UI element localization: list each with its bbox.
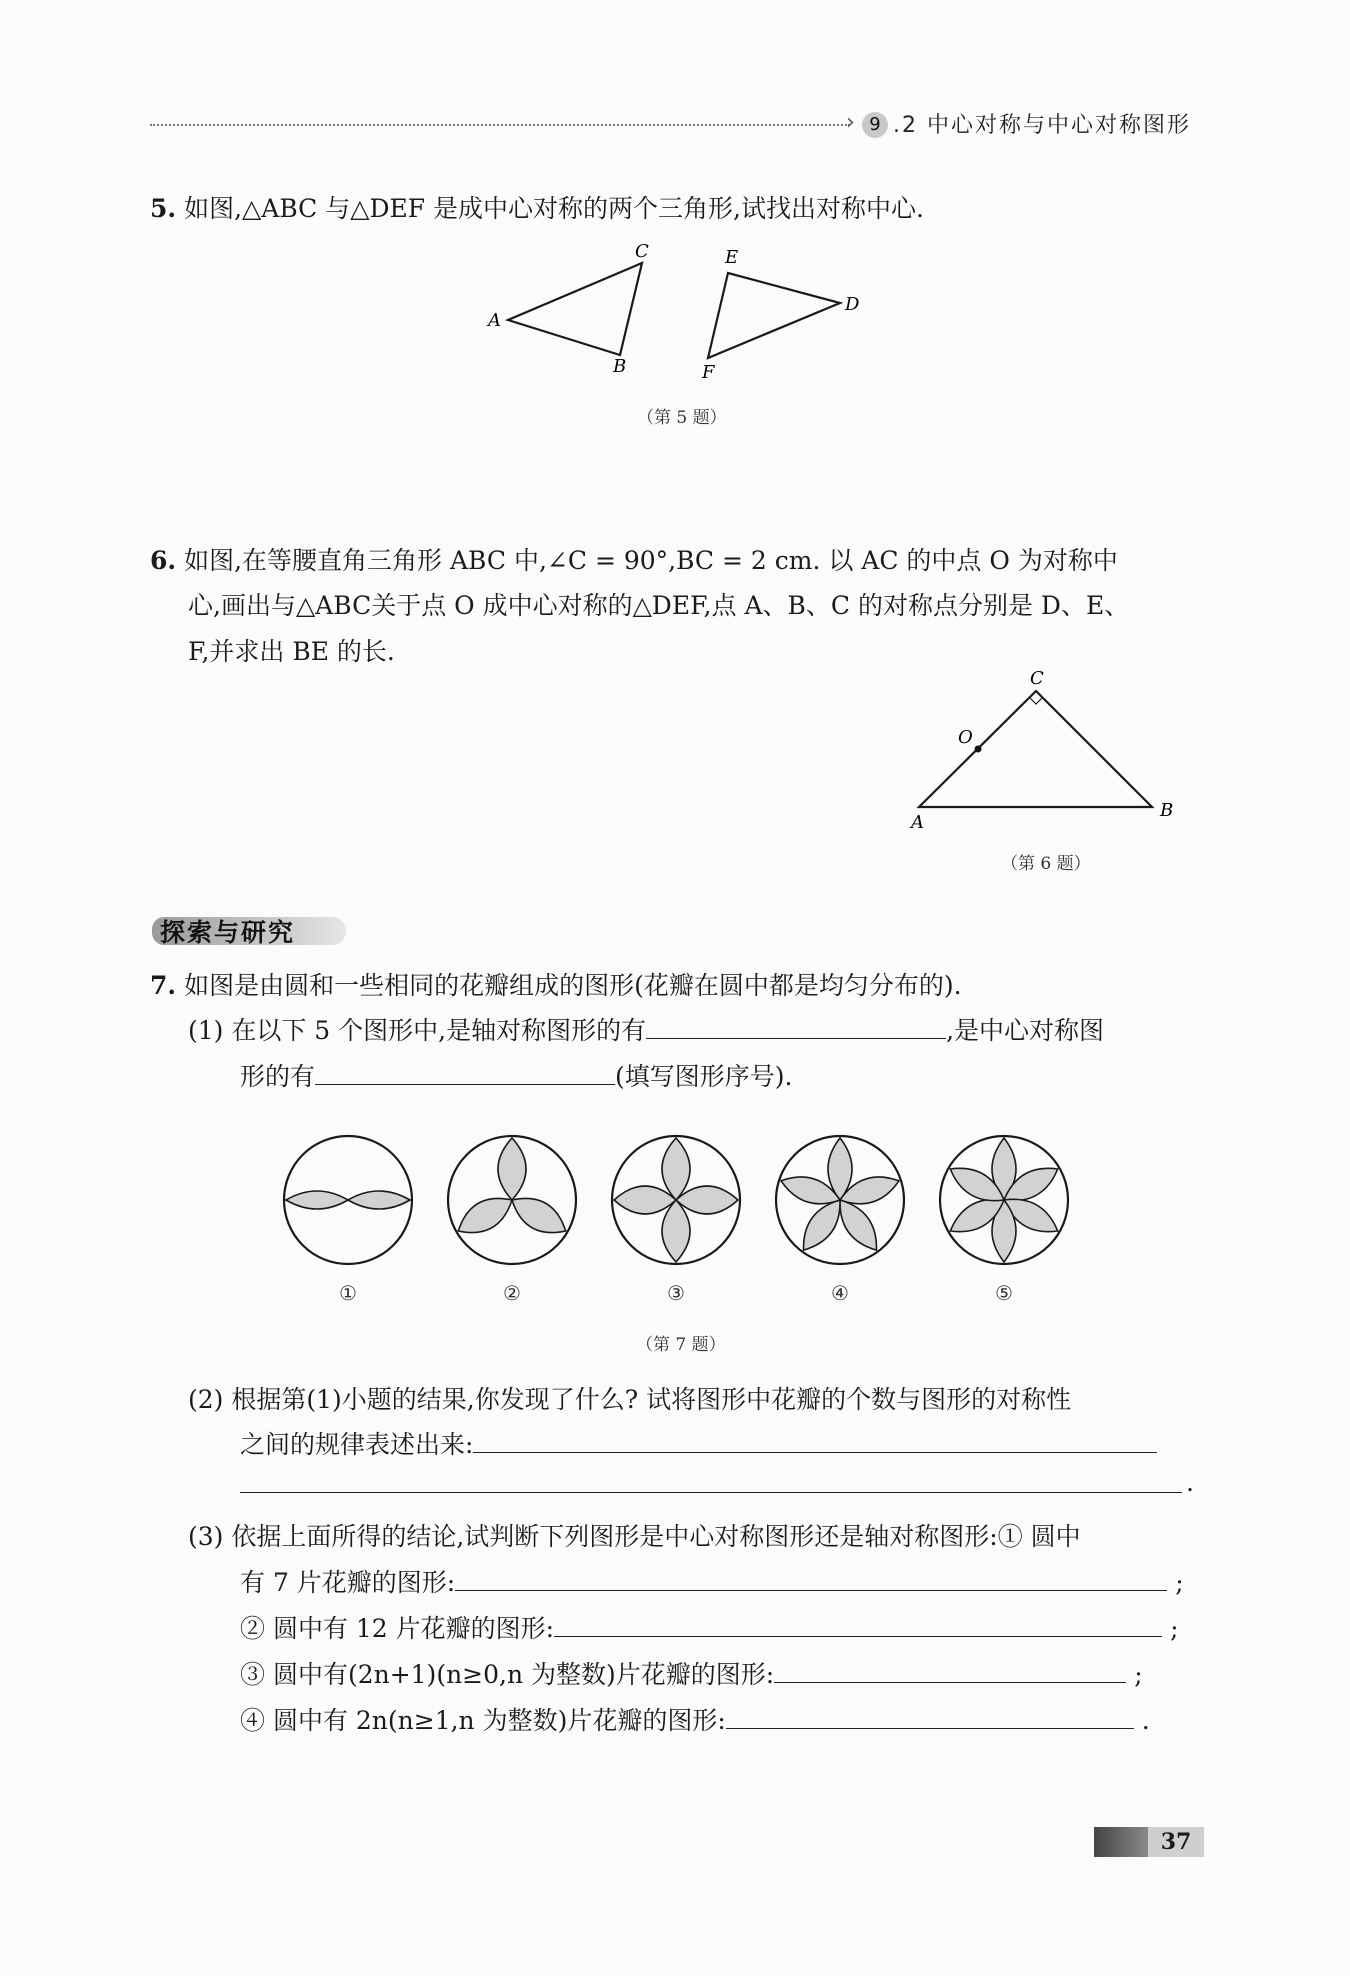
question-text: 如图,△ABC 与△DEF 是成中心对称的两个三角形,试找出对称中心. xyxy=(184,194,924,223)
flower-figure-5 xyxy=(940,1136,1068,1305)
answer-blank-7-petals[interactable] xyxy=(455,1564,1167,1591)
question-number: 7. xyxy=(150,971,177,1000)
answer-blank-odd-petals[interactable] xyxy=(774,1656,1126,1683)
part-3-item-2 xyxy=(240,1606,1179,1652)
part-3-item-1 xyxy=(240,1560,1184,1606)
flower-figure-1 xyxy=(284,1136,412,1305)
punct: ; xyxy=(1170,1614,1179,1643)
part-2-line-1: (2) 根据第(1)小题的结果,你发现了什么? 试将图形中花瓣的个数与图形的对称性 xyxy=(188,1385,1072,1414)
flower-figure-2 xyxy=(448,1136,576,1305)
label-e: E xyxy=(725,247,739,268)
figure-q7 xyxy=(270,1125,1090,1305)
part-1-text-end: (填写图形序号). xyxy=(615,1062,793,1091)
petal xyxy=(676,1186,738,1214)
header-dotted-rule xyxy=(150,124,850,126)
figure-q6 xyxy=(900,662,1190,842)
petal xyxy=(286,1191,348,1209)
part-2-end: . xyxy=(1186,1468,1194,1497)
page-number: 37 xyxy=(1148,1827,1204,1857)
answer-blank-rule-1[interactable] xyxy=(473,1426,1157,1453)
answer-blank-rule-2[interactable] xyxy=(240,1492,1182,1493)
answer-blank-axis[interactable] xyxy=(646,1012,946,1039)
part-3-line-1: (3) 依据上面所得的结论,试判断下列图形是中心对称图形还是轴对称图形:① 圆中 xyxy=(188,1522,1081,1551)
header-arrow-icon: › xyxy=(846,110,855,135)
label-d: D xyxy=(845,294,860,315)
label-f: F xyxy=(702,362,715,383)
petal xyxy=(662,1200,690,1262)
petal xyxy=(662,1138,690,1200)
triangle-def xyxy=(708,273,840,358)
part-3-text-2: ② 圆中有 12 片花瓣的图形: xyxy=(240,1614,555,1643)
petal xyxy=(348,1191,410,1209)
label-b: B xyxy=(613,356,627,377)
label-a: A xyxy=(911,812,924,833)
part-1-line-2 xyxy=(240,1054,792,1100)
part-3-text-3: ③ 圆中有(2n+1)(n≥0,n 为整数)片花瓣的图形: xyxy=(240,1660,775,1689)
petal xyxy=(498,1138,526,1200)
figure-caption-q6: （第 6 题） xyxy=(1001,854,1091,874)
figure-caption-q5: （第 5 题） xyxy=(637,408,727,428)
flower-figure-4 xyxy=(776,1136,904,1305)
label-c: C xyxy=(1030,668,1044,689)
petal xyxy=(614,1186,676,1214)
answer-blank-12-petals[interactable] xyxy=(554,1610,1162,1637)
question-5 xyxy=(150,186,924,231)
part-1-text-cont2: 形的有 xyxy=(240,1062,316,1091)
question-number: 6. xyxy=(150,546,177,575)
section-heading-text: 探索与研究 xyxy=(160,918,296,947)
right-angle-mark xyxy=(1030,698,1042,704)
question-number: 5. xyxy=(150,194,177,223)
triangle-abc xyxy=(508,263,642,355)
triangle-abc xyxy=(919,691,1152,807)
question-intro: 如图是由圆和一些相同的花瓣组成的图形(花瓣在圆中都是均匀分布的). xyxy=(184,971,962,1000)
figure-label: ⑤ xyxy=(995,1281,1013,1305)
part-3-text-4: ④ 圆中有 2n(n≥1,n 为整数)片花瓣的图形: xyxy=(240,1706,726,1735)
part-1-text: (1) 在以下 5 个图形中,是轴对称图形的有 xyxy=(188,1016,647,1045)
figure-label: ④ xyxy=(831,1281,849,1305)
answer-blank-center[interactable] xyxy=(315,1058,615,1085)
question-7 xyxy=(150,963,962,1008)
part-1-line-1 xyxy=(188,1008,1104,1054)
question-text-line-2: 心,画出与△ABC关于点 O 成中心对称的△DEF,点 A、B、C 的对称点分别是 D、E、 xyxy=(188,591,1130,620)
punct: . xyxy=(1141,1706,1150,1735)
part-3-item-4 xyxy=(240,1698,1150,1744)
label-o: O xyxy=(958,727,973,748)
part-3-text-1: 有 7 片花瓣的图形: xyxy=(240,1568,456,1597)
part-2-text: 之间的规律表述出来: xyxy=(240,1430,474,1459)
answer-blank-even-petals[interactable] xyxy=(726,1702,1134,1729)
midpoint-o xyxy=(975,746,982,753)
chapter-badge: 9 xyxy=(862,112,888,138)
question-text-line-3: F,并求出 BE 的长. xyxy=(188,637,395,666)
punct: ; xyxy=(1134,1660,1143,1689)
label-a: A xyxy=(488,310,501,331)
section-heading xyxy=(152,913,346,947)
punct: ; xyxy=(1175,1568,1184,1597)
part-1-text-cont: ,是中心对称图 xyxy=(946,1016,1105,1045)
figure-label: ① xyxy=(339,1281,357,1305)
part-2-line-2 xyxy=(240,1422,1157,1468)
label-c: C xyxy=(635,241,649,262)
question-6 xyxy=(150,538,1118,583)
part-3-item-3 xyxy=(240,1652,1143,1698)
figure-caption-q7: （第 7 题） xyxy=(636,1335,726,1355)
figure-q5 xyxy=(470,235,870,390)
figure-label: ② xyxy=(503,1281,521,1305)
section-title: .2 中心对称与中心对称图形 xyxy=(893,113,1191,138)
label-b: B xyxy=(1160,800,1174,821)
flower-figure-3 xyxy=(612,1136,740,1305)
question-text-line-1: 如图,在等腰直角三角形 ABC 中,∠C = 90°,BC = 2 cm. 以 AC 的中点 O 为对称中 xyxy=(184,546,1118,575)
figure-label: ③ xyxy=(667,1281,685,1305)
